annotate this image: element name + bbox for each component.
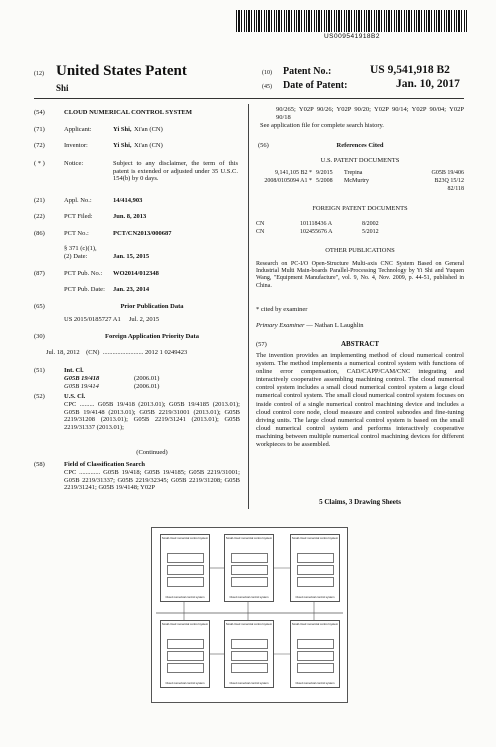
us-doc-name: McMurtry: [344, 178, 369, 184]
claims-summary: 5 Claims, 3 Drawing Sheets: [319, 498, 401, 506]
pct-filed-label: PCT Filed:: [64, 213, 93, 220]
appl-number: 14/414,903: [113, 197, 143, 204]
us-doc-class: B23Q 15/12: [434, 178, 464, 184]
intcl-code: (51): [34, 367, 45, 374]
drawing-node-box: Small cloud numerical control system Cloud numerical control system: [224, 620, 274, 688]
appl-label: Appl. No.:: [64, 197, 92, 204]
drawing-node-box: Small cloud numerical control system Cloud numerical control system: [160, 534, 210, 602]
foreign-code: (30): [34, 333, 45, 340]
applicant-code: (71): [34, 126, 45, 133]
invention-title: CLOUD NUMERICAL CONTROL SYSTEM: [64, 109, 193, 116]
other-pubs-heading: OTHER PUBLICATIONS: [325, 247, 395, 254]
us-doc-date: 5/2008: [316, 178, 333, 184]
code-10: (10): [262, 70, 272, 76]
field-heading: Field of Classification Search: [64, 461, 145, 468]
uscl-code: (52): [34, 393, 45, 400]
country-patent-title: United States Patent: [56, 63, 187, 79]
intcl-heading: Int. Cl.: [64, 367, 84, 374]
pct-no-label: PCT No.:: [64, 230, 89, 237]
prior-code: (65): [34, 303, 45, 310]
field-code: (58): [34, 461, 45, 468]
code-12: (12): [34, 71, 44, 77]
applicant-label: Applicant:: [64, 126, 92, 133]
foreign-doc-number: 101118436 A: [300, 221, 333, 227]
foreign-doc-number: 102455676 A: [300, 229, 333, 235]
see-application-note: See application file for complete search history.: [260, 122, 384, 129]
examiner-name: — Nathan L Laughlin: [304, 322, 364, 329]
us-doc-class: G05B 19/406: [431, 170, 464, 176]
prior-heading: Prior Publication Data: [120, 303, 184, 310]
intcl-2-date: (2006.01): [134, 383, 160, 390]
appl-code: (21): [34, 197, 45, 204]
pub-date: Jan. 23, 2014: [113, 286, 150, 293]
applicant-name: Yi Shi,: [113, 126, 132, 133]
intcl-1: G05B 19/418: [64, 375, 100, 382]
header-rule: [34, 98, 464, 99]
pub-code: (87): [34, 270, 45, 277]
foreign-doc-country: CN: [256, 221, 265, 227]
inventor-location: Xi'an (CN): [134, 142, 163, 149]
drawing-node-box: Small cloud numerical control system Cloud numerical control system: [224, 534, 274, 602]
notice-label: Notice:: [64, 160, 84, 167]
barcode-number: US009541918B2: [323, 33, 380, 40]
other-pubs-text: Research on PC-I/O Open-Structure Multi-axis CNC System Based on General Industrial Multi Main-boards Parallel-Processing Technology by Yi Shi and Yuquen Wang, "Equipment Manufacture", vol. 9, No. 4, Nov. 2009, p. 44-51, published in China.: [256, 261, 464, 289]
foreign-doc-date: 5/2012: [362, 229, 379, 235]
drawing-node-box: Small cloud numerical control system Cloud numerical control system: [160, 620, 210, 688]
abstract-code: (57): [256, 341, 267, 348]
us-doc-number: 2008/0105094 A1 *: [264, 178, 312, 184]
title-code: (54): [34, 109, 45, 116]
intcl-1-date: (2006.01): [134, 375, 160, 382]
pub-date-label: PCT Pub. Date:: [64, 286, 105, 293]
us-doc-class-cont: 82/118: [447, 186, 464, 192]
date-label: Date of Patent:: [283, 80, 348, 91]
examiner-label: Primary Examiner: [256, 322, 305, 329]
patent-date: Jan. 10, 2017: [396, 78, 460, 90]
representative-drawing: [151, 527, 348, 703]
column-divider: [248, 104, 249, 509]
pct-number: PCT/CN2013/000687: [113, 230, 172, 237]
foreign-doc-country: CN: [256, 229, 265, 235]
foreign-row: Jul. 18, 2012 (CN) ......................... 2012 1 0249423: [46, 349, 188, 356]
us-doc-name: Trepina: [344, 170, 363, 176]
refs-heading: References Cited: [336, 142, 384, 149]
continued-note: (Continued): [136, 449, 168, 456]
inventor-code: (72): [34, 142, 45, 149]
cited-note: * cited by examiner: [256, 306, 308, 313]
drawing-node-box: Small cloud numerical control system Cloud numerical control system: [290, 534, 340, 602]
examiner: [256, 322, 364, 330]
patent-number: US 9,541,918 B2: [370, 64, 450, 76]
prior-row: US 2015/0185727 A1 Jul. 2, 2015: [64, 316, 160, 323]
applicant-location: Xi'an (CN): [134, 126, 163, 133]
drawing-node-box: Small cloud numerical control system Cloud numerical control system: [290, 620, 340, 688]
notice-code: ( * ): [34, 160, 45, 167]
foreign-heading: Foreign Application Priority Data: [105, 333, 199, 340]
foreign-doc-date: 8/2002: [362, 221, 379, 227]
pct-filed-date: Jun. 8, 2013: [113, 213, 147, 220]
uscl-heading: U.S. Cl.: [64, 393, 86, 400]
pct-filed-code: (22): [34, 213, 45, 220]
inventor-short: Shi: [56, 83, 69, 93]
abstract-text: The invention provides an implementing method of cloud numerical control system. The method implements a numerical control system with functions of online error compensation, CAD/CAPP/CAM/CNC integrating and interactively cooperative assembling machining control. The cloud numerical control system includes a small cloud numerical control system a large cloud numerical control system. The small cloud numerical control system focuses on inside control of a single numerical control machining device and includes a cloud control core node, cloud measure and control subnodes and fine-tuning driving units. The large cloud numerical control system is based on the small cloud numerical control system and performs interactively cooperative machining between multiple numerical control machining devices for different workpieces to be assembled.: [256, 352, 464, 449]
field-classification-cont: 90/265; Y02P 90/26; Y02P 90/20; Y02P 90/14; Y02P 90/04; Y02P 90/18: [276, 106, 464, 121]
notice-text: Subject to any disclaimer, the term of this patent is extended or adjusted under 35 U.S.C. 154(b) by 0 days.: [113, 160, 238, 183]
cpc-classification: CPC ......... G05B 19/418 (2013.01); G05B 19/4185 (2013.01); G05B 19/4148 (2013.01); G05B 2219/31001 (2013.01); G05B 2219/31208 (2013.01); G05B 2219/31241 (2013.01); G05B 2219/31337 (2013.01);: [64, 401, 240, 431]
pct-no-code: (86): [34, 230, 45, 237]
us-doc-date: 9/2015: [316, 170, 333, 176]
patent-no-label: Patent No.:: [283, 66, 332, 77]
pub-no-label: PCT Pub. No.:: [64, 270, 103, 277]
code-45: (45): [262, 84, 272, 90]
inventor-name: Yi Shi,: [113, 142, 132, 149]
refs-code: (56): [258, 142, 269, 149]
us-doc-number: 9,141,105 B2 *: [274, 170, 312, 176]
abstract-heading: ABSTRACT: [340, 340, 380, 348]
s371-label: § 371 (c)(1),: [64, 245, 97, 252]
s371-date-label: (2) Date:: [64, 253, 88, 260]
us-docs-heading: U.S. PATENT DOCUMENTS: [320, 157, 400, 164]
barcode: [236, 10, 468, 32]
intcl-2: G05B 19/414: [64, 383, 99, 390]
s371-date: Jan. 15, 2015: [113, 253, 150, 260]
pub-number: WO2014/012348: [113, 270, 159, 277]
field-classification: CPC ............. G05B 19/418; G05B 19/4185; G05B 2219/31001; G05B 2219/31337; G05B 2219/32345; G05B 2219/31208; G05B 2219/31241; G05B 19/4148; Y02P: [64, 469, 240, 492]
foreign-docs-heading: FOREIGN PATENT DOCUMENTS: [312, 205, 408, 212]
inventor-label: Inventor:: [64, 142, 88, 149]
drawing-connectors: [152, 528, 347, 702]
